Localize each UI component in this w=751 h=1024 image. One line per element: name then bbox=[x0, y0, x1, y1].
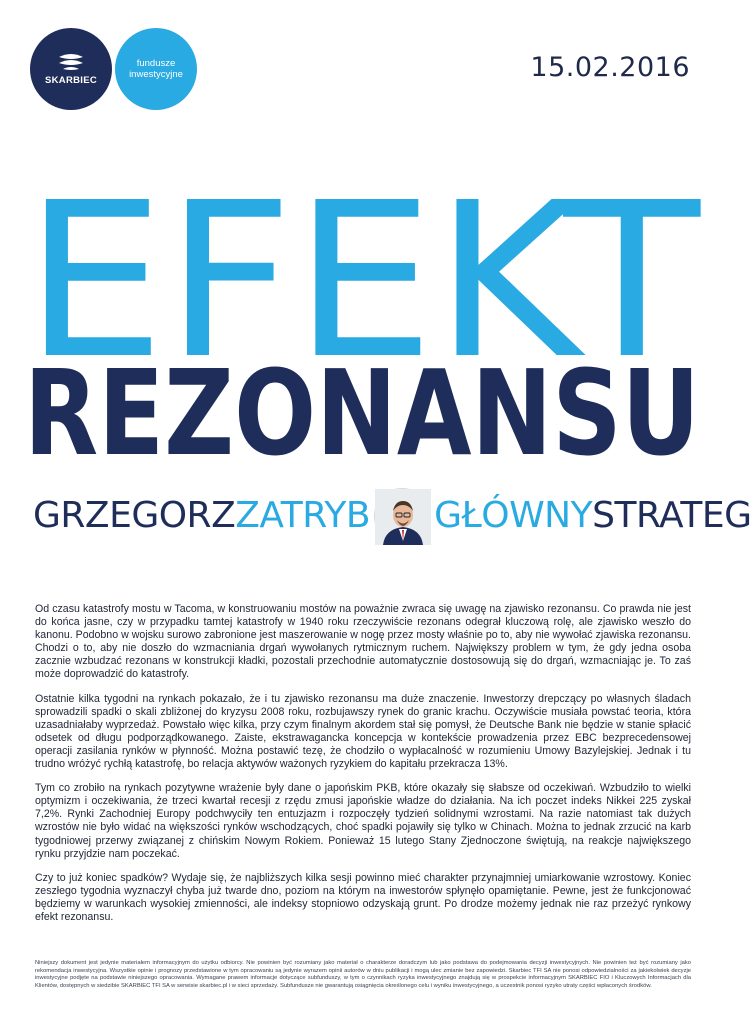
legal-disclaimer: Niniejszy dokument jest jedynie materiałem informacyjnym do użytku odbiorcy. Nie powinien być rozumiany jako materiał o charakterze doradczym lub jako podstawa do podejmowania decyzji inwestycyjnych. Nie powinien też być rozumiany jako rekomendacja inwestycyjna. Wszystkie opinie i prognozy przedstawione w tym opracowaniu są jedynie wyrazem opinii autorów w dniu publikacji i mogą ulec zmianie bez zapowiedzi. Skarbiec TFI SA nie ponosi odpowiedzialności za jakiekolwiek decyzje inwestycyjne podjęte na podstawie niniejszego opracowania. Wymagane prawem informacje dotyczące subfunduszy, w tym o czynnikach ryzyka inwestycyjnego znajdują się w prospekcie informacyjnym SKARBIEC FIO i Kluczowych Informacjach dla Klientów, dostępnych w siedzibie SKARBIEC TFI SA w serwisie skarbiec.pl i w sieci sprzedaży. Subfundusze nie gwarantują osiągnięcia określonego celu i wyniku inwestycyjnego, a uczestnik ponosi ryzyko utraty części wpłaconych środków. bbox=[35, 960, 691, 990]
author-role bbox=[434, 488, 751, 544]
author-portrait-icon bbox=[375, 489, 431, 545]
logo-brand-text: SKARBIEC bbox=[44, 74, 97, 86]
title-line-1 bbox=[22, 157, 702, 406]
title-line-2 bbox=[22, 344, 702, 482]
author-role-part1: GŁÓWNY bbox=[434, 495, 593, 536]
author-name bbox=[33, 488, 370, 544]
article-paragraph: Czy to już koniec spadków? Wydaje się, że najbliższych kilka sesji powinno mieć charakter przynajmniej umiarkowanie wzrostowy. Koniec zeszłego tygodnia wyznaczył chyba już twarde dno, poziom na którym na inwestorów spłynęło opamiętanie. Pewne, jest że funkcjonować będziemy w warunkach wysokiej zmienności, ale indeksy stopniowo odzyskają grunt. Po drodze możemy jednak nie raz przeżyć rynkowy efekt rezonansu. bbox=[35, 871, 691, 923]
funds-badge-line1: fundusze bbox=[136, 58, 176, 69]
skarbiec-logo bbox=[30, 28, 112, 110]
article-paragraph: Od czasu katastrofy mostu w Tacoma, w konstruowaniu mostów na poważnie zwraca się uwagę na zjawisko rezonansu. Co prawda nie jest do końca jasne, czy w przypadku tamtej katastrofy w 1940 roku rzeczywiście rezonans odegrał kluczową rolę, ale zjawisko weszło do kanonu. Podobno w wojsku surowo zabronione jest maszerowanie w nogę przez mosty właśnie po to, aby nie wywołać zjawiska rezonansu. Chodzi o to, aby nie doszło do wzmacniania drgań wywołanych rytmicznym ruchem. Największy problem w tym, że gdy jedna osoba zacznie wzbudzać rezonans w konstrukcji kładki, pozostali przechodnie automatycznie dostosowują się do drgań, wzmacniając je. To zaś może doprowadzić do katastrofy. bbox=[35, 603, 691, 681]
author-role-part2: STRATEG bbox=[592, 495, 751, 536]
publication-date: 15.02.2016 bbox=[530, 52, 690, 83]
article-body bbox=[35, 603, 691, 935]
title-line-1-text: EFEKT bbox=[24, 157, 702, 406]
author-photo bbox=[374, 488, 430, 544]
title-line-2-text: REZONANSU bbox=[24, 344, 700, 482]
funds-badge bbox=[115, 28, 197, 110]
article-paragraph: Ostatnie kilka tygodni na rynkach pokazało, że i tu zjawisko rezonansu ma duże znaczenie. Inwestorzy drepczący po własnych śladach sprowadzili spadki o skali zbliżonej do kryzysu 2008 roku, rozbujawszy rynek do granic krachu. Oczywiście musiała powstać teoria, która uzasadniałaby wyprzedaż. Powstało więc kilka, przy czym finalnym akordem stał się pomysł, że Deutsche Bank nie będzie w stanie spłacić odsetek od długu podporządkowanego. Zaiste, ekstrawagancka koncepcja w kontekście prowadzenia przez EBC bezprecedensowej operacji zasilania rynków w płynność. Można postawić tezę, że chodziło o wypłacalność w rozumieniu Umowy Bazylejskiej. Jednak i tu trudno wróżyć rychłą katastrofę, bo relacja aktywów ważonych ryzykiem do kapitału przekracza 13%. bbox=[35, 692, 691, 771]
article-paragraph: Tym co zrobiło na rynkach pozytywne wrażenie były dane o japońskim PKB, które okazały się słabsze od oczekiwań. Wzbudziło to wielki optymizm i oczekiwania, że trzeci kwartał recesji z rzędu zmusi japońskie władze do działania. Na ich poczet indeks Nikkei 225 zyskał 7,2%. Rynki Zachodniej Europy podchwyciły ten entuzjazm i rozpoczęły tydzień solidnymi wzrostami. Na razie natomiast tak dużych wzrostów nie było widać na większości rynków wschodzących, choć spadki pojawiły się tylko w Chinach. Można to jednak zrzucić na karb tygodniowej przerwy związanej z chińskim Nowym Rokiem. Ponieważ 15 lutego Stany Zjednoczone świętują, na reakcje największego rynku przyjdzie nam poczekać. bbox=[35, 782, 691, 860]
author-byline bbox=[33, 488, 751, 544]
author-first-name: GRZEGORZ bbox=[33, 495, 236, 536]
skarbiec-mark-icon bbox=[57, 53, 85, 71]
author-last-name: ZATRYB bbox=[235, 495, 371, 536]
funds-badge-line2: inwestycyjne bbox=[129, 69, 183, 80]
